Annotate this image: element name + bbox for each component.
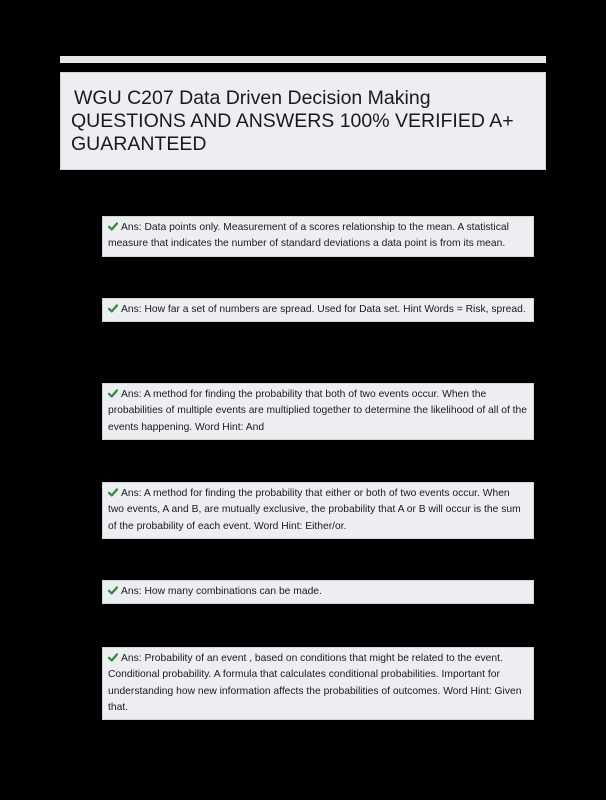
footer-left-watermark (56, 766, 124, 776)
check-icon (108, 304, 118, 313)
document-title-line-3: GUARANTEED (71, 133, 207, 155)
answer-block-2 (102, 298, 534, 322)
answer-block-6 (102, 647, 534, 720)
answer-block-1 (102, 216, 534, 257)
answer-text: Ans: How far a set of numbers are spread. Used for Data set. Hint Words = Risk, spread. (121, 304, 526, 315)
answer-block-5 (102, 580, 534, 604)
top-rule (60, 56, 546, 63)
document-title-line-1: WGU C207 Data Driven Decision Making (74, 87, 431, 109)
footer-right-watermark (488, 766, 552, 776)
answer-text: Ans: A method for finding the probability that either or both of two events occur. When two events, A and B, are mutually exclusive, the probability that A or B will occur is the sum of the probability of each event. Word Hint: Either/or. (108, 488, 521, 532)
check-icon (108, 653, 118, 662)
answer-block-4 (102, 482, 534, 539)
answer-text: Ans: Data points only. Measurement of a scores relationship to the mean. A statistical measure that indicates the number of standard deviations a data point is from its mean. (108, 222, 509, 250)
answer-text: Ans: Probability of an event , based on conditions that might be related to the event. Conditional probability. A formula that calculates conditional probabilities. Important for understanding how new information affects the probabilities of outcomes. Word Hint: Given that. (108, 653, 522, 713)
answer-block-3 (102, 383, 534, 440)
check-icon (108, 389, 118, 398)
document-title-box (60, 72, 546, 170)
check-icon (108, 488, 118, 497)
document-title-line-2: QUESTIONS AND ANSWERS 100% VERIFIED A+ (71, 110, 514, 132)
answer-text: Ans: A method for finding the probability that both of two events occur. When the probabilities of multiple events are multiplied together to determine the likelihood of all of the events happening. Word Hint: And (108, 389, 527, 433)
answer-text: Ans: How many combinations can be made. (121, 586, 322, 597)
check-icon (108, 586, 118, 595)
check-icon (108, 222, 118, 231)
